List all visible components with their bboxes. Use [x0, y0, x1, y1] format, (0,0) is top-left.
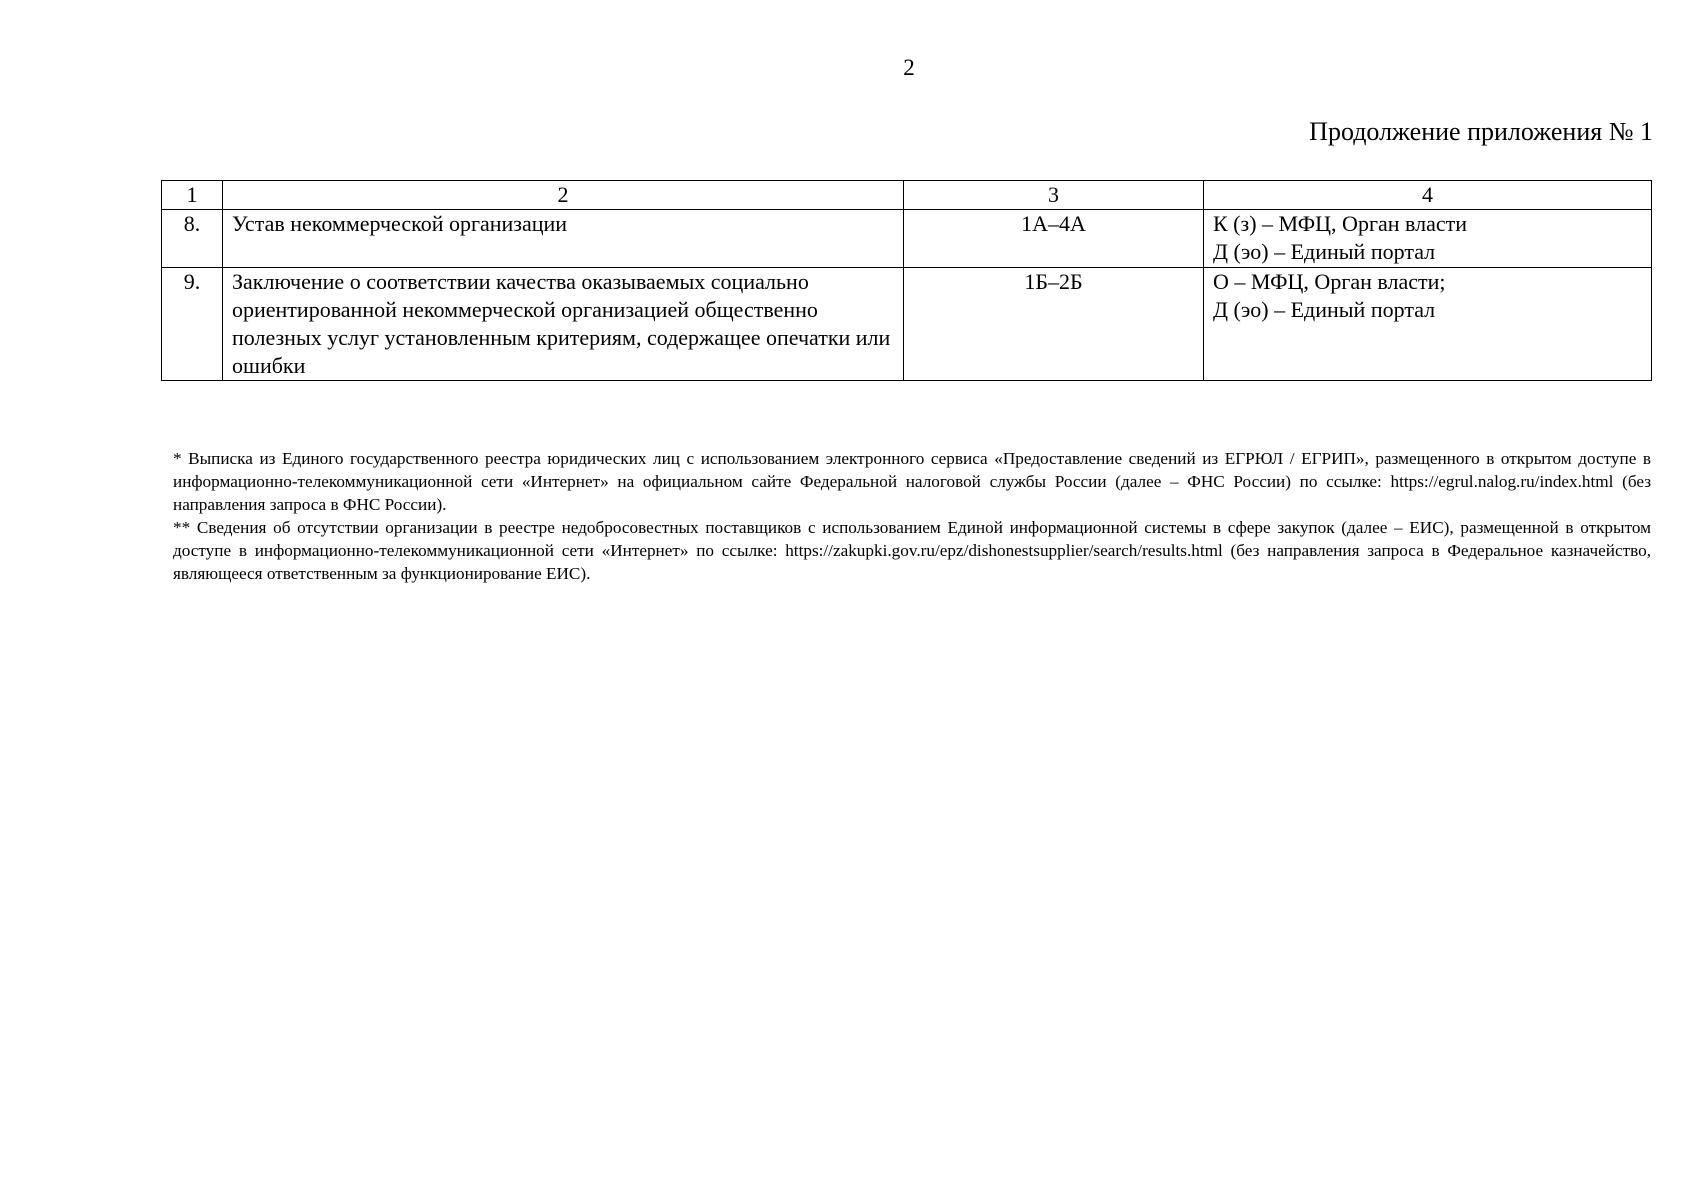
row-number: 8.: [162, 210, 223, 268]
column-header: 1: [162, 181, 223, 210]
documents-table: [161, 180, 1652, 381]
page-number: 2: [903, 55, 915, 80]
document-name: Заключение о соответствии качества оказываемых социально ориентированной некоммерческой организацией общественно полезных услуг установленным критериям, содержащее опечатки или ошибки: [223, 268, 904, 381]
submission-method: [1204, 210, 1652, 268]
table-header-row: [162, 181, 1652, 210]
submission-method-line: О – МФЦ, Орган власти;: [1213, 269, 1446, 294]
column-header: 3: [904, 181, 1204, 210]
column-header: 4: [1204, 181, 1652, 210]
document-name: Устав некоммерческой организации: [223, 210, 904, 268]
appendix-continuation-heading: Продолжение приложения № 1: [1309, 117, 1653, 146]
footnote-dishonest-suppliers: ** Сведения об отсутствии организации в реестре недобросовестных поставщиков с использованием Единой информационной системы в сфере закупок (далее – ЕИС), размещенной в открытом доступе в информационно-телекоммуникационной сети «Интернет» по ссылке: https://zakupki.gov.ru/epz/dishonestsupplier/search/results.html (без направления запроса в Федеральное казначейство, являющееся ответственным за функционирование ЕИС).: [173, 518, 1651, 583]
column-header: 2: [223, 181, 904, 210]
submission-method: [1204, 268, 1652, 381]
table-row: [162, 210, 1652, 268]
submission-method-line: Д (эо) – Единый портал: [1213, 239, 1436, 264]
footnote-egrul: * Выписка из Единого государственного реестра юридических лиц с использованием электронного сервиса «Предоставление сведений из ЕГРЮЛ / ЕГРИП», размещенного в открытом доступе в информационно-телекоммуникационной сети «Интернет» на официальном сайте Федеральной налоговой службы России (далее – ФНС России) по ссылке: https://egrul.nalog.ru/index.html (без направления запроса в ФНС России).: [173, 449, 1651, 514]
submission-method-line: Д (эо) – Единый портал: [1213, 297, 1436, 322]
table-row: [162, 268, 1652, 381]
document-code: 1Б–2Б: [904, 268, 1204, 381]
document-code: 1А–4А: [904, 210, 1204, 268]
footnotes: [173, 447, 1651, 585]
row-number: 9.: [162, 268, 223, 381]
submission-method-line: К (з) – МФЦ, Орган власти: [1213, 211, 1467, 236]
